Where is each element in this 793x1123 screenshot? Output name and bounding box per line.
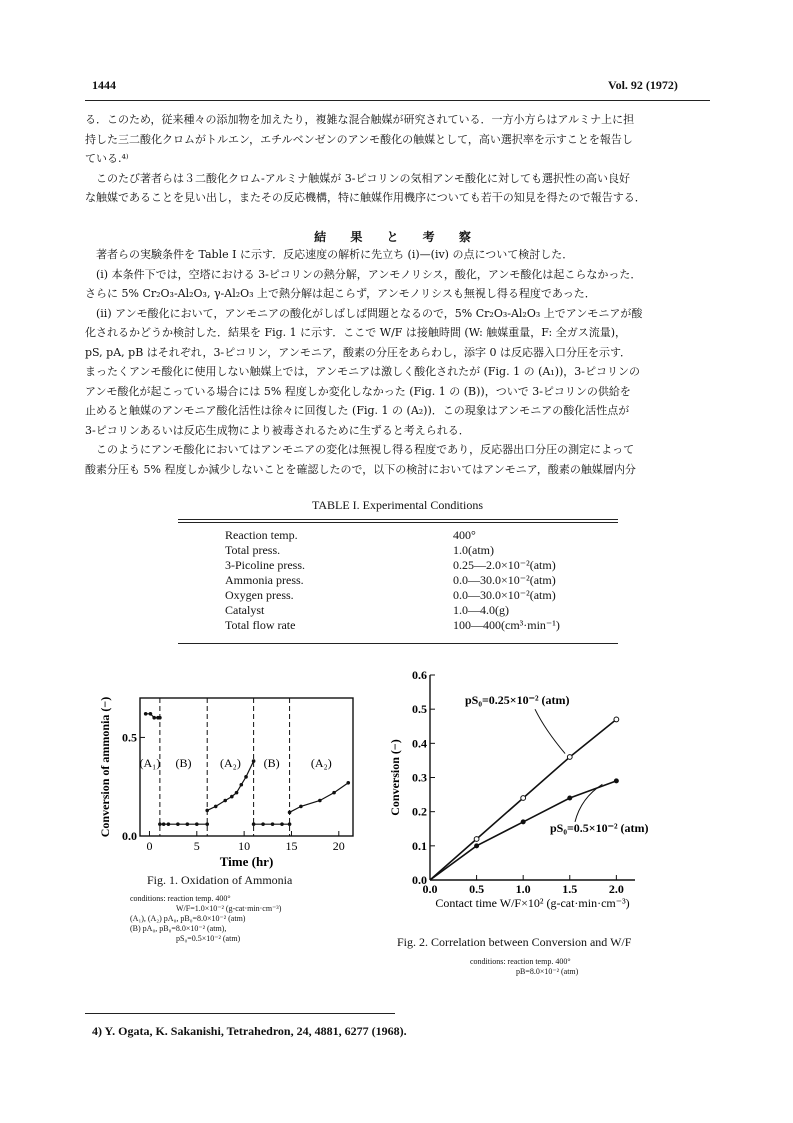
fig1-region-label: (A₁)	[139, 756, 161, 770]
fig2-y-tick-label: 0.5	[412, 702, 427, 717]
fig1-condition-line: (A₁), (A₂) pA₀, pB₀=8.0×10⁻² (atm)	[130, 914, 246, 923]
fig1-data-point	[162, 822, 166, 826]
fig1-data-point	[318, 799, 322, 803]
text-line: まったくアンモ酸化に使用しない触媒上では，アンモニアは激しく酸化されたが (Fig. 1 の (A₁))，3-ピコリンの	[85, 365, 641, 378]
table-row	[225, 543, 560, 558]
fig1-x-tick-label: 20	[332, 839, 345, 853]
fig1-data-point	[230, 795, 234, 799]
text-line: な触媒であることを見い出し，またその反応機構，特に触媒作用機序についても若干の知見を得たので報告する．	[85, 191, 646, 204]
fig2-condition-line: pB=8.0×10⁻² (atm)	[516, 967, 579, 976]
fig2-y-tick-label: 0.0	[412, 873, 427, 887]
table-row	[225, 558, 560, 573]
fig2-data-point	[568, 796, 572, 800]
text-line: さらに 5% Cr₂O₃-Al₂O₃, γ-Al₂O₃ 上で熱分解は起こらず，アンモノリシスも無視し得る程度であった．	[85, 287, 596, 300]
text-line: このようにアンモ酸化においてはアンモニアの変化は無視し得る程度であり，反応器出口分圧の測定によって	[85, 443, 635, 456]
fig2-x-tick-label: 1.5	[562, 882, 578, 896]
text-line: アンモ酸化が起こっている場合には 5% 程度しか変化しなかった (Fig. 1 の (B))，ついで 3-ピコリンの供給を	[85, 384, 631, 398]
fig2-y-tick-label: 0.6	[412, 668, 427, 682]
fig1-caption: Fig. 1. Oxidation of Ammonia	[147, 873, 293, 887]
text-line: 著者らの実験条件を Table I に示す．反応速度の解析に先立ち (i)—(iv) の点について検討した．	[85, 248, 574, 261]
fig1-region-label: (A₂)	[219, 756, 241, 770]
fig1-y-tick-label: 0.5	[122, 730, 137, 745]
fig2-y-tick-label: 0.4	[412, 736, 427, 751]
fig2-chart	[385, 660, 715, 930]
fig1-data-point	[235, 791, 239, 795]
text-line: 持した三二酸化クロムがトルエン，エチルベンゼンのアンモ酸化の触媒として，高い選択率を示すことを報告し	[85, 132, 633, 146]
condition-value: 0.25—2.0×10⁻²(atm)	[453, 558, 556, 572]
fig2-x-tick-label: 0.0	[422, 882, 438, 896]
fig2-condition-line: conditions: reaction temp. 400°	[470, 957, 571, 966]
fig1-condition-line: conditions: reaction temp. 400°	[130, 894, 231, 903]
fig1-data-point	[158, 822, 162, 826]
fig1-y-axis-label: Conversion of ammonia (−)	[98, 696, 112, 838]
text-line: (ii) アンモ酸化において，アンモニアの酸化がしばしば問題となるので，5% Cr₂O₃-Al₂O₃ 上でアンモニアが酸	[85, 306, 643, 320]
section-heading: 結 果 と 考 察	[314, 230, 481, 244]
fig2-y-tick-label: 0.1	[412, 838, 427, 853]
condition-value: 1.0—4.0(g)	[453, 603, 509, 617]
text-line: 酸素分圧も 5% 程度しか減少しないことを確認したので，以下の検討においてはアンモニア，酸素の触媒層内分	[85, 462, 636, 476]
table-top-rule	[178, 519, 618, 520]
fig2-label-leader	[535, 709, 565, 753]
fig1-chart	[95, 680, 370, 890]
fig1-region-label: (B)	[175, 756, 192, 770]
results-text	[85, 245, 710, 479]
fig2-data-point	[521, 820, 525, 824]
fig1-data-point	[346, 781, 350, 785]
fig1-condition-line: W/F=1.0×10⁻² (g-cat·min·cm⁻³)	[176, 904, 282, 913]
fig1-data-point	[152, 716, 156, 720]
fig1-data-point	[186, 822, 190, 826]
fig1-data-point	[214, 805, 218, 809]
fig2-x-tick-label: 1.0	[515, 882, 531, 896]
reference-4: 4) Y. Ogata, K. Sakanishi, Tetrahedron, 24, 4881, 6277 (1968).	[92, 1024, 407, 1038]
fig1-data-point	[167, 822, 171, 826]
fig2-conditions	[470, 957, 690, 977]
fig1-region-label: (A₂)	[310, 756, 332, 770]
fig1-data-point	[288, 811, 292, 815]
fig1-x-tick-label: 10	[238, 839, 251, 853]
fig2-data-point	[475, 844, 479, 848]
table-row	[225, 528, 560, 543]
fig1-data-point	[299, 805, 303, 809]
table-row	[225, 588, 560, 603]
text-line: 3-ピコリンあるいは反応生成物により被毒されるために生ずると考えられる．	[85, 423, 470, 437]
fig1-y-tick-label: 0.0	[122, 829, 137, 843]
fig2-x-tick-label: 2.0	[608, 882, 624, 896]
condition-value: 0.0—30.0×10⁻²(atm)	[453, 588, 556, 602]
fig2-x-tick-label: 0.5	[469, 882, 485, 896]
text-line: ている.⁴⁾	[85, 152, 129, 165]
fig2-x-axis-label: Contact time W/F×10² (g-cat·min·cm⁻³)	[435, 896, 630, 910]
table-row	[225, 603, 560, 618]
text-line: る．このため，従来種々の添加物を加えたり，複雑な混合触媒が研究されている．一方小方らはアルミナ上に担	[85, 113, 635, 126]
journal-volume: Vol. 92 (1972)	[608, 78, 678, 92]
condition-value: 400°	[453, 528, 476, 542]
condition-value: 100—400(cm³·min⁻¹)	[453, 618, 560, 632]
fig1-condition-line: (B) pA₀, pB₀=8.0×10⁻² (atm),	[130, 924, 227, 933]
fig1-x-tick-label: 15	[285, 839, 298, 853]
fig1-data-point	[252, 822, 256, 826]
footnote-rule	[85, 1013, 395, 1014]
conditions-table	[225, 528, 560, 633]
text-line: (i) 本条件下では，空塔における 3-ピコリンの熱分解，アンモノリシス，酸化，アンモ酸化は起こらなかった．	[85, 267, 642, 281]
fig2-data-point	[474, 837, 479, 842]
fig2-data-point	[614, 717, 619, 722]
table-top-rule-2	[178, 522, 618, 523]
fig1-data-point	[244, 775, 248, 779]
fig1-data-point	[280, 822, 284, 826]
fig1-data-point	[252, 759, 256, 763]
condition-label: Oxygen press.	[225, 588, 294, 602]
text-line: 化されるかどうか検討した．結果を Fig. 1 に示す．ここで W/F は接触時間 (W: 触媒重量，F: 全ガス流量)，	[85, 326, 627, 339]
fig1-data-point	[176, 822, 180, 826]
fig2-data-point	[614, 779, 618, 783]
fig1-data-point	[271, 822, 275, 826]
fig1-conditions	[130, 894, 370, 944]
condition-label: Reaction temp.	[225, 528, 298, 542]
fig2-series-label: pS₀=0.5×10⁻² (atm)	[550, 821, 649, 836]
fig2-y-axis-label: Conversion (−)	[388, 739, 402, 816]
table-row	[225, 618, 560, 633]
fig1-x-tick-label: 0	[146, 839, 153, 853]
text-line: このたび著者らは３二酸化クロム-アルミナ触媒が 3-ピコリンの気相アンモ酸化に対しても選択性の高い良好	[85, 171, 631, 185]
fig2-label-leader	[575, 784, 602, 822]
fig2-y-tick-label: 0.3	[412, 770, 427, 785]
fig1-x-tick-label: 5	[193, 839, 200, 853]
fig1-data-point	[195, 822, 199, 826]
fig1-x-axis-label: Time (hr)	[219, 854, 274, 869]
condition-value: 0.0—30.0×10⁻²(atm)	[453, 573, 556, 587]
condition-label: Total flow rate	[225, 618, 296, 632]
table-row	[225, 573, 560, 588]
fig1-condition-line: pS₀=0.5×10⁻² (atm)	[176, 934, 241, 943]
fig1-data-point	[332, 791, 336, 795]
fig2-data-point	[567, 755, 572, 760]
fig1-series-line	[290, 783, 349, 813]
condition-label: Catalyst	[225, 603, 265, 617]
text-line: 止めると触媒のアンモニア酸化活性は徐々に回復した (Fig. 1 の (A₂))．この現象はアンモニアの酸化活性点が	[85, 404, 630, 417]
condition-value: 1.0(atm)	[453, 543, 494, 557]
fig1-data-point	[149, 712, 153, 716]
text-line: pS, pA, pB はそれぞれ，3-ピコリン，アンモニア，酸素の分圧をあらわし，添字 0 は反応器入口分圧を示す．	[85, 345, 632, 359]
condition-label: Ammonia press.	[225, 573, 304, 587]
fig2-data-point	[521, 796, 526, 801]
fig2-caption: Fig. 2. Correlation between Conversion and W/F	[397, 935, 632, 949]
condition-label: Total press.	[225, 543, 281, 557]
fig1-region-label: (B)	[263, 756, 280, 770]
table-caption: TABLE I. Experimental Conditions	[311, 498, 483, 512]
intro-paragraph	[85, 110, 710, 208]
fig1-data-point	[205, 822, 209, 826]
fig2-series-label: pS₀=0.25×10⁻² (atm)	[465, 693, 570, 708]
header-rule	[85, 100, 710, 101]
fig1-data-point	[205, 809, 209, 813]
fig1-data-point	[223, 799, 227, 803]
table-bottom-rule	[178, 643, 618, 644]
fig1-data-point	[261, 822, 265, 826]
fig1-data-point	[144, 712, 148, 716]
page-number: 1444	[92, 78, 116, 92]
condition-label: 3-Picoline press.	[225, 558, 305, 572]
fig2-y-tick-label: 0.2	[412, 804, 427, 819]
fig1-data-point	[158, 716, 162, 720]
fig1-data-point	[239, 783, 243, 787]
fig1-data-point	[288, 822, 292, 826]
